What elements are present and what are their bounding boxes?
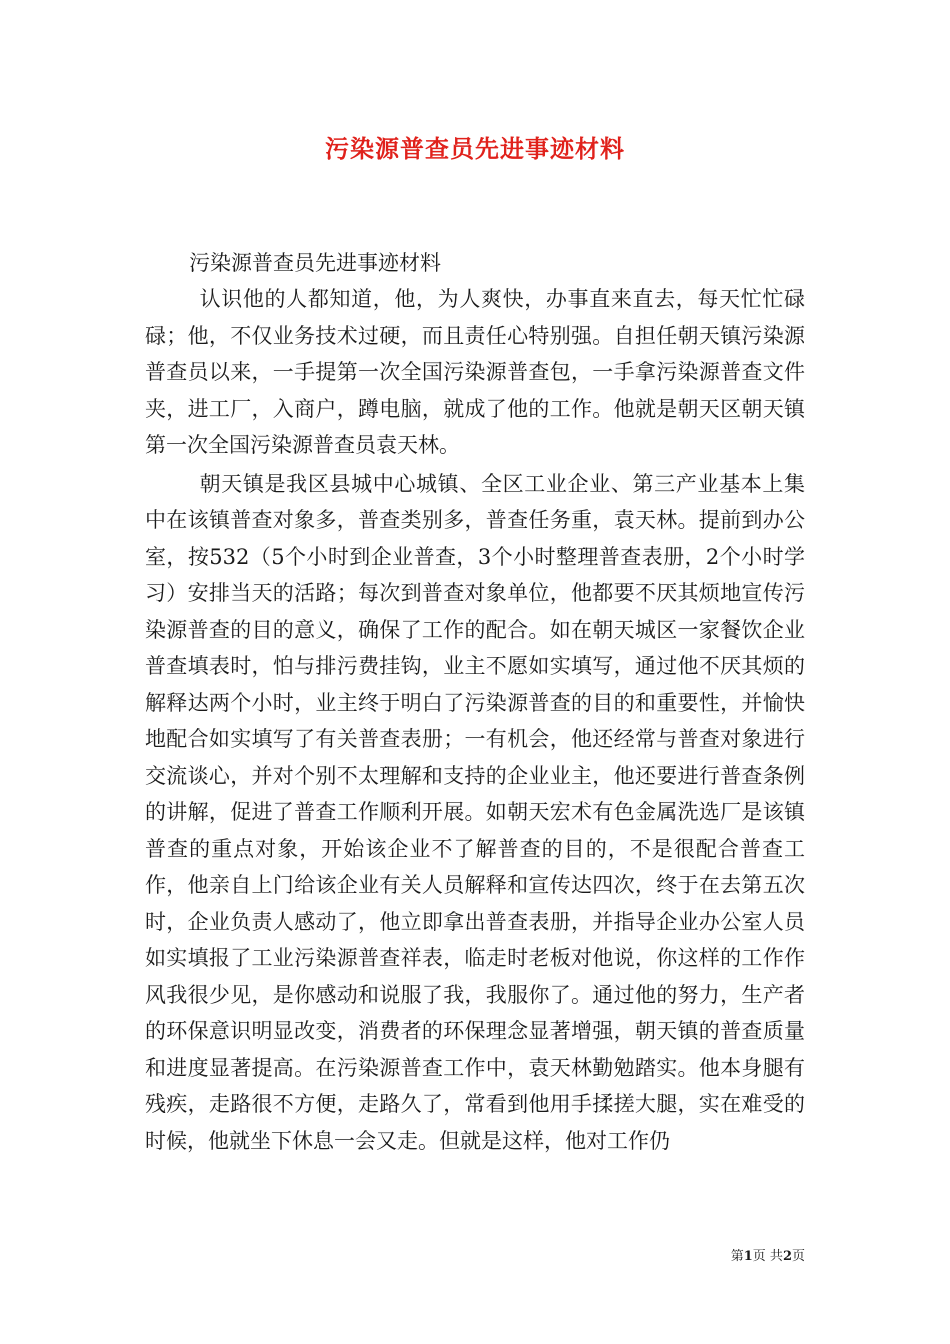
document-body [145,245,805,1159]
paragraph-1: 认识他的人都知道，他，为人爽快，办事直来直去，每天忙忙碌碌；他，不仅业务技术过硬，而且责任心特别强。自担任朝天镇污染源普查员以来，一手提第一次全国污染源普查包，一手拿污染源普查文件夹，进工厂，入商户，蹲电脑，就成了他的工作。他就是朝天区朝天镇第一次全国污染源普查员袁天林。 [145,287,805,457]
footer-prefix: 第 [730,1249,744,1264]
footer-total-pages: 2 [782,1249,792,1264]
footer-page-number: 1 [743,1249,753,1264]
paragraph-2: 朝天镇是我区县城中心城镇、全区工业企业、第三产业基本上集中在该镇普查对象多，普查类别多，普查任务重，袁天林。提前到办公室，按532（5个小时到企业普查，3个小时整理普查表册，2个小时学习）安排当天的活路；每次到普查对象单位，他都要不厌其烦地宣传污染源普查的目的意义，确保了工作的配合。如在朝天城区一家餐饮企业普查填表时，怕与排污费挂钩，业主不愿如实填写，通过他不厌其烦的解释达两个小时，业主终于明白了污染源普查的目的和重要性，并愉快地配合如实填写了有关普查表册；一有机会，他还经常与普查对象进行交流谈心，并对个别不太理解和支持的企业业主，他还要进行普查条例的讲解，促进了普查工作顺利开展。如朝天宏术有色金属洗选厂是该镇普查的重点对象，开始该企业不了解普查的目的，不是很配合普查工作，他亲自上门给该企业有关人员解释和宣传达四次，终于在去第五次时，企业负责人感动了，他立即拿出普查表册，并指导企业办公室人员如实填报了工业污染源普查祥表，临走时老板对他说，你这样的工作作风我很少见，是你感动和说服了我，我服你了。通过他的努力，生产者的环保意识明显改变，消费者的环保理念显著增强，朝天镇的普查质量和进度显著提高。在污染源普查工作中，袁天林勤勉踏实。他本身腿有残疾，走路很不方便，走路久了，常看到他用手揉搓大腿，实在难受的时候，他就坐下休息一会又走。但就是这样，他对工作仍 [145,471,805,1153]
document-subtitle: 污染源普查员先进事迹材料 [189,251,441,275]
footer-middle: 页 共 [752,1249,783,1264]
footer-suffix: 页 [791,1249,805,1264]
page-footer [731,1248,805,1266]
document-title: 污染源普查员先进事迹材料 [325,134,625,163]
